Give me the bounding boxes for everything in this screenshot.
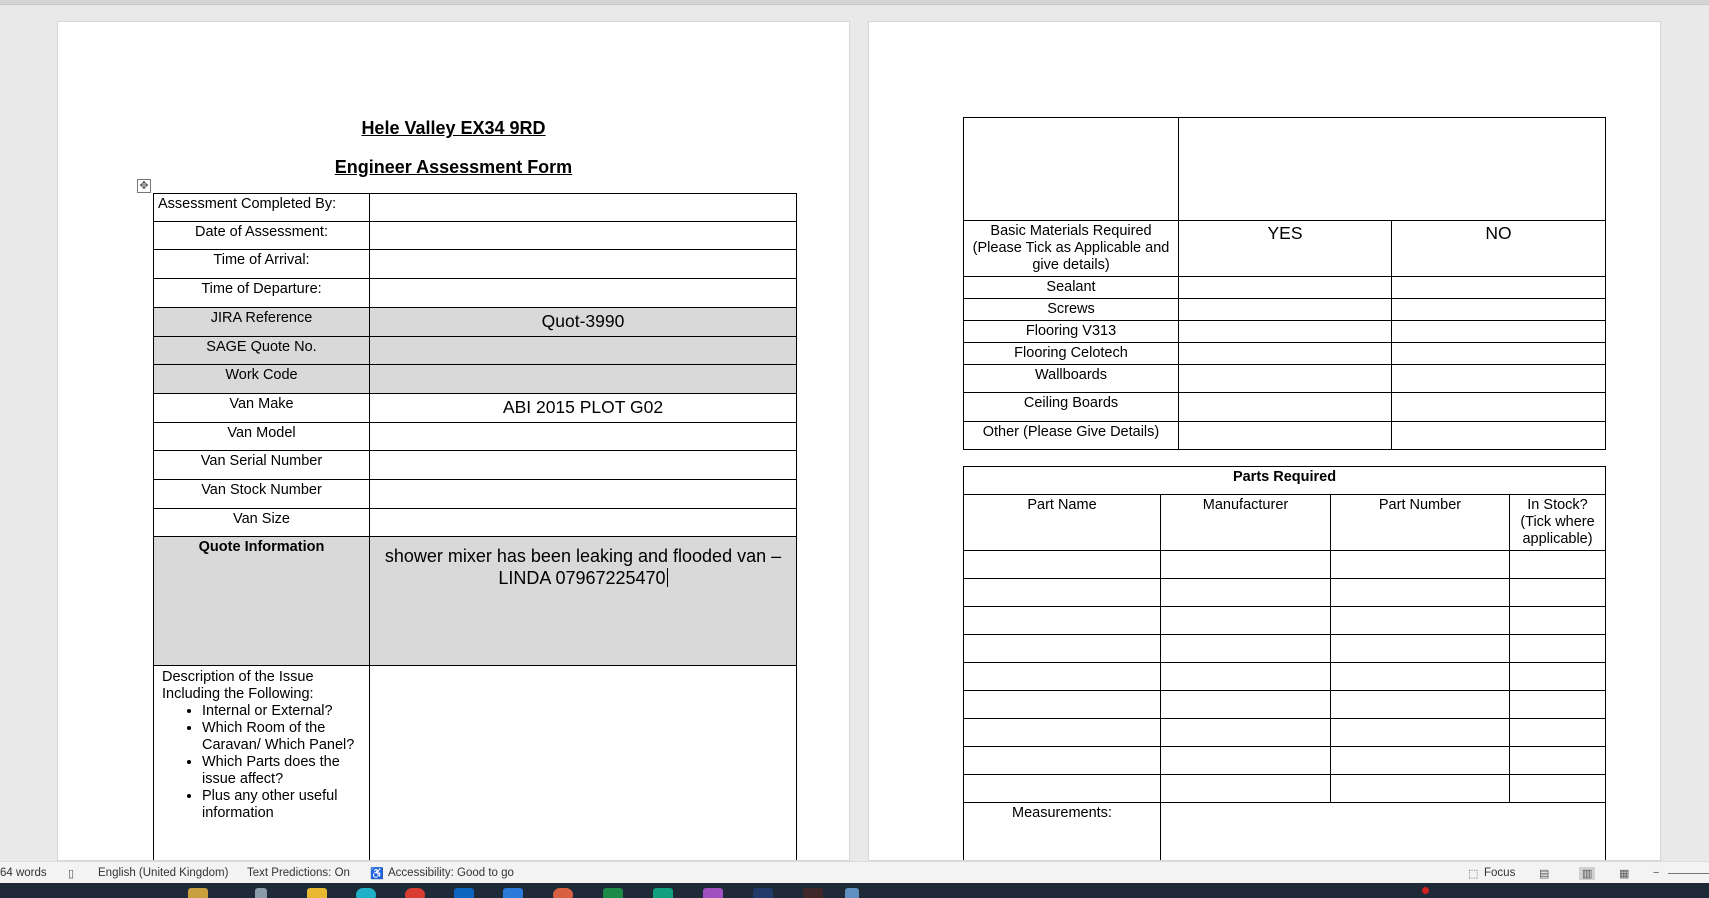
form-row-value[interactable] — [370, 480, 797, 509]
form-row — [154, 365, 797, 394]
form-row-label: Van Make — [154, 394, 370, 423]
parts-row — [964, 747, 1606, 775]
proofing-icon[interactable]: ▯ — [68, 868, 75, 880]
measurements-label: Measurements: — [964, 803, 1161, 862]
app-icon-teal[interactable] — [653, 888, 673, 898]
parts-cell[interactable] — [1510, 607, 1606, 635]
material-no-cell[interactable] — [1392, 299, 1606, 321]
quote-info-value[interactable]: shower mixer has been leaking and flooded van – LINDA 07967225470 — [370, 537, 797, 666]
focus-button[interactable]: Focus — [1484, 867, 1516, 879]
text-predictions-status[interactable]: Text Predictions: On — [247, 867, 350, 879]
material-label: Flooring Celotech — [964, 343, 1179, 365]
form-row-value[interactable] — [370, 222, 797, 250]
assessment-table — [153, 193, 797, 861]
form-row-value[interactable] — [370, 451, 797, 480]
word-count[interactable]: 64 words — [0, 867, 47, 879]
table-move-handle-icon[interactable]: ✥ — [137, 179, 151, 193]
ribbon-edge — [0, 0, 1709, 5]
material-label: Wallboards — [964, 365, 1179, 393]
form-row — [154, 222, 797, 250]
notification-badge-icon — [1422, 887, 1429, 894]
material-yes-cell[interactable] — [1179, 365, 1392, 393]
parts-cell[interactable] — [1161, 719, 1331, 747]
description-bullets — [162, 703, 361, 822]
form-row-label: Work Code — [154, 365, 370, 394]
material-yes-cell[interactable] — [1179, 299, 1392, 321]
form-row — [154, 250, 797, 279]
parts-required-heading: Parts Required — [964, 467, 1606, 495]
parts-cell[interactable] — [1331, 579, 1510, 607]
material-label: Screws — [964, 299, 1179, 321]
web-layout-icon[interactable]: ▦ — [1619, 868, 1630, 880]
material-row — [964, 343, 1606, 365]
form-row-label: Time of Arrival: — [154, 250, 370, 279]
form-row-label: Van Model — [154, 423, 370, 451]
parts-cell[interactable] — [1510, 635, 1606, 663]
parts-column-header: Part Name — [964, 495, 1161, 551]
form-row-value[interactable] — [370, 250, 797, 279]
word-icon[interactable] — [503, 888, 523, 898]
blank-header-right[interactable] — [1179, 118, 1606, 221]
parts-row — [964, 775, 1606, 803]
parts-row — [964, 719, 1606, 747]
parts-cell[interactable] — [1331, 551, 1510, 579]
materials-header-row — [964, 221, 1606, 277]
description-bullet: • Plus any other useful information — [202, 788, 361, 822]
parts-cell[interactable] — [1331, 747, 1510, 775]
no-header: NO — [1392, 221, 1606, 277]
parts-cell[interactable] — [964, 663, 1161, 691]
form-row-label: Van Serial Number — [154, 451, 370, 480]
description-bullet: • Which Parts does the issue affect? — [202, 754, 361, 788]
parts-cell[interactable] — [1510, 551, 1606, 579]
form-row — [154, 337, 797, 365]
parts-cell[interactable] — [1161, 607, 1331, 635]
description-bullet: • Which Room of the Caravan/ Which Panel? — [202, 720, 361, 754]
print-layout-icon[interactable]: ▥ — [1579, 867, 1595, 880]
form-row-value[interactable] — [370, 423, 797, 451]
form-row — [154, 509, 797, 537]
parts-cell[interactable] — [1510, 663, 1606, 691]
parts-cell[interactable] — [1161, 747, 1331, 775]
blank-header-row — [964, 118, 1606, 221]
material-yes-cell[interactable] — [1179, 422, 1392, 450]
description-intro-2: Including the Following: — [162, 686, 314, 702]
form-title: Engineer Assessment Form — [334, 157, 573, 177]
material-row — [964, 365, 1606, 393]
document-page-2 — [868, 21, 1661, 861]
material-label: Sealant — [964, 277, 1179, 299]
parts-row — [964, 635, 1606, 663]
blank-header-left[interactable] — [964, 118, 1179, 221]
form-row-value[interactable]: ABI 2015 PLOT G02 — [370, 394, 797, 423]
material-yes-cell[interactable] — [1179, 277, 1392, 299]
parts-cell[interactable] — [1161, 635, 1331, 663]
parts-column-header: Part Number — [1331, 495, 1510, 551]
material-label: Ceiling Boards — [964, 393, 1179, 422]
material-row — [964, 422, 1606, 450]
app-icon-orange[interactable] — [553, 888, 573, 898]
document-title: Hele Valley EX34 9RD — [361, 118, 546, 138]
parts-cell[interactable] — [964, 747, 1161, 775]
parts-cell[interactable] — [1161, 775, 1331, 803]
material-no-cell[interactable] — [1392, 422, 1606, 450]
quote-info-row — [154, 537, 797, 666]
material-no-cell[interactable] — [1392, 277, 1606, 299]
form-row-value[interactable] — [370, 337, 797, 365]
form-row — [154, 451, 797, 480]
parts-cell[interactable] — [1510, 747, 1606, 775]
task-view-icon[interactable] — [255, 888, 267, 898]
parts-row — [964, 579, 1606, 607]
form-row — [154, 394, 797, 423]
form-row — [154, 194, 797, 222]
parts-cell[interactable] — [1510, 775, 1606, 803]
parts-cell[interactable] — [1331, 775, 1510, 803]
form-row — [154, 480, 797, 509]
outlook-icon[interactable] — [454, 888, 474, 898]
language-status[interactable]: English (United Kingdom) — [98, 867, 229, 879]
description-bullet: • Internal or External? — [202, 703, 361, 720]
parts-cell[interactable] — [1510, 691, 1606, 719]
parts-cell[interactable] — [1161, 663, 1331, 691]
form-row-label: Van Stock Number — [154, 480, 370, 509]
measurements-row — [964, 803, 1606, 862]
briefcase-icon[interactable] — [188, 888, 208, 898]
parts-cell[interactable] — [964, 607, 1161, 635]
description-row — [154, 666, 797, 862]
onenote-icon[interactable] — [703, 888, 723, 898]
form-row — [154, 423, 797, 451]
material-yes-cell[interactable] — [1179, 343, 1392, 365]
parts-table — [963, 466, 1606, 861]
material-label: Flooring V313 — [964, 321, 1179, 343]
form-row-label: Assessment Completed By: — [154, 194, 370, 222]
form-row-label: Van Size — [154, 509, 370, 537]
file-explorer-icon[interactable] — [307, 888, 327, 898]
form-row-value[interactable] — [370, 509, 797, 537]
app-icon-cube[interactable] — [845, 888, 859, 898]
parts-cell[interactable] — [1161, 551, 1331, 579]
excel-icon[interactable] — [603, 888, 623, 898]
parts-cell[interactable] — [1510, 719, 1606, 747]
parts-cell[interactable] — [964, 691, 1161, 719]
form-row — [154, 308, 797, 337]
app-icon-dark[interactable] — [803, 888, 823, 898]
materials-table — [963, 117, 1606, 450]
zoom-out-icon[interactable]: − — [1653, 867, 1660, 879]
form-row-label: Time of Departure: — [154, 279, 370, 308]
parts-cell[interactable] — [964, 551, 1161, 579]
description-value[interactable] — [370, 666, 797, 862]
parts-cell[interactable] — [964, 579, 1161, 607]
parts-cell[interactable] — [1331, 719, 1510, 747]
material-no-cell[interactable] — [1392, 365, 1606, 393]
description-label — [154, 666, 370, 862]
quote-info-label: Quote Information — [154, 537, 370, 666]
edge-icon[interactable] — [356, 888, 376, 898]
accessibility-icon: ♿ — [370, 868, 384, 880]
parts-header-row — [964, 495, 1606, 551]
text-cursor — [667, 568, 668, 587]
form-row-value[interactable] — [370, 194, 797, 222]
parts-row — [964, 607, 1606, 635]
parts-cell[interactable] — [1510, 579, 1606, 607]
document-page-1 — [57, 21, 850, 861]
form-row-label: SAGE Quote No. — [154, 337, 370, 365]
parts-cell[interactable] — [1331, 691, 1510, 719]
material-no-cell[interactable] — [1392, 321, 1606, 343]
parts-cell[interactable] — [964, 719, 1161, 747]
parts-cell[interactable] — [964, 635, 1161, 663]
focus-icon: ⬚ — [1468, 868, 1479, 880]
app-icon-navy[interactable] — [753, 888, 773, 898]
chrome-icon[interactable] — [405, 888, 425, 898]
taskbar — [0, 883, 1709, 898]
material-yes-cell[interactable] — [1179, 393, 1392, 422]
description-intro-1: Description of the Issue — [162, 669, 314, 685]
read-mode-icon[interactable]: ▤ — [1539, 868, 1550, 880]
zoom-slider[interactable] — [1668, 873, 1709, 874]
material-no-cell[interactable] — [1392, 343, 1606, 365]
materials-header-label: Basic Materials Required (Please Tick as Applicable and give details) — [964, 221, 1179, 277]
parts-cell[interactable] — [1331, 607, 1510, 635]
parts-required-row — [964, 467, 1606, 495]
parts-column-header: In Stock? (Tick where applicable) — [1510, 495, 1606, 551]
accessibility-status[interactable]: Accessibility: Good to go — [388, 867, 514, 879]
material-row — [964, 277, 1606, 299]
form-row-value[interactable] — [370, 279, 797, 308]
material-row — [964, 321, 1606, 343]
form-row-label: JIRA Reference — [154, 308, 370, 337]
material-no-cell[interactable] — [1392, 393, 1606, 422]
parts-column-header: Manufacturer — [1161, 495, 1331, 551]
material-row — [964, 299, 1606, 321]
form-row-value[interactable] — [370, 365, 797, 394]
parts-row — [964, 691, 1606, 719]
parts-cell[interactable] — [1161, 579, 1331, 607]
measurements-value[interactable] — [1161, 803, 1606, 862]
form-row-label: Date of Assessment: — [154, 222, 370, 250]
parts-cell[interactable] — [1331, 663, 1510, 691]
yes-header: YES — [1179, 221, 1392, 277]
parts-row — [964, 663, 1606, 691]
form-row — [154, 279, 797, 308]
parts-cell[interactable] — [1161, 691, 1331, 719]
material-yes-cell[interactable] — [1179, 321, 1392, 343]
status-bar — [0, 861, 1709, 884]
parts-cell[interactable] — [964, 775, 1161, 803]
parts-cell[interactable] — [1331, 635, 1510, 663]
material-label: Other (Please Give Details) — [964, 422, 1179, 450]
material-row — [964, 393, 1606, 422]
form-row-value[interactable]: Quot-3990 — [370, 308, 797, 337]
parts-row — [964, 551, 1606, 579]
